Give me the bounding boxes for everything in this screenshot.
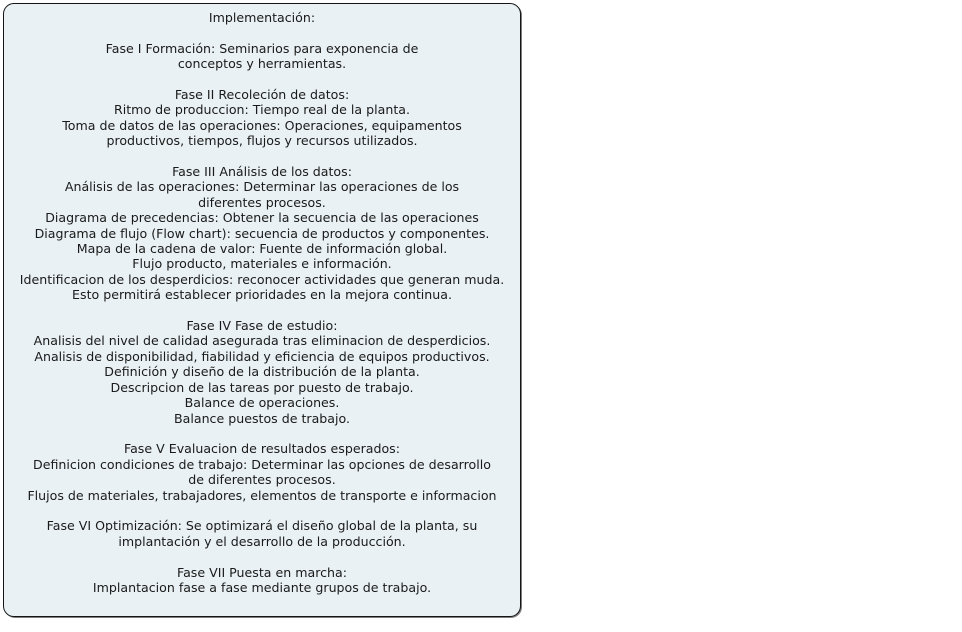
text-line: Descripcion de las tareas por puesto de trabajo. (110, 379, 414, 395)
text-line: de diferentes procesos. (188, 472, 336, 488)
text-line: Fase IV Fase de estudio: (186, 318, 338, 334)
text-line: Fase III Análisis de los datos: (172, 164, 352, 180)
text-line: implantación y el desarrollo de la producción. (118, 533, 406, 549)
section-fase-iv (9, 318, 515, 426)
text-line: Diagrama de precedencias: Obtener la secuencia de las operaciones (45, 210, 479, 226)
text-line: Definición y diseño de la distribución de la planta. (104, 364, 420, 380)
text-line: Ritmo de produccion: Tiempo real de la planta. (114, 102, 410, 118)
text-line: Flujo producto, materiales e información. (132, 256, 392, 272)
text-line: productivos, tiempos, flujos y recursos utilizados. (106, 133, 418, 149)
text-line: Esto permitirá establecer prioridades en la mejora continua. (72, 287, 452, 303)
text-line: Fase VI Optimización: Se optimizará el diseño global de la planta, su (46, 518, 478, 534)
text-line: Analisis de disponibilidad, fiabilidad y eficiencia de equipos productivos. (34, 348, 490, 364)
text-line: Balance puestos de trabajo. (174, 410, 350, 426)
text-line: diferentes procesos. (198, 194, 326, 210)
text-line: Diagrama de flujo (Flow chart): secuencia de productos y componentes. (34, 225, 490, 241)
text-line: conceptos y herramientas. (177, 56, 347, 72)
text-line: Mapa de la cadena de valor: Fuente de información global. (76, 241, 448, 257)
panel-title: Implementación: (208, 10, 316, 25)
text-line: Fase VII Puesta en marcha: (177, 564, 347, 580)
section-fase-vi (9, 518, 515, 549)
implementation-panel (3, 3, 521, 617)
section-fase-vii (9, 565, 515, 596)
section-fase-iii (9, 164, 515, 303)
text-line: Flujos de materiales, trabajadores, elementos de transporte e informacion (27, 487, 497, 503)
text-line: Fase I Formación: Seminarios para exponencia de (105, 40, 419, 56)
text-line: Balance de operaciones. (184, 395, 340, 411)
text-line: Toma de datos de las operaciones: Operaciones, equipamentos (62, 117, 462, 133)
section-fase-v (9, 441, 515, 503)
section-fase-i (9, 41, 515, 72)
text-line: Definicion condiciones de trabajo: Determinar las opciones de desarrollo (33, 456, 491, 472)
text-line: Analisis del nivel de calidad asegurada tras eliminacion de desperdicios. (33, 333, 491, 349)
section-fase-ii (9, 87, 515, 149)
text-line: Fase V Evaluacion de resultados esperados: (124, 441, 400, 457)
text-line: Fase II Recoleción de datos: (174, 87, 350, 102)
text-line: Implantacion fase a fase mediante grupos de trabajo. (92, 579, 432, 595)
text-line: Identificacion de los desperdicios: reconocer actividades que generan muda. (19, 271, 505, 287)
text-line: Análisis de las operaciones: Determinar las operaciones de los (64, 179, 460, 195)
